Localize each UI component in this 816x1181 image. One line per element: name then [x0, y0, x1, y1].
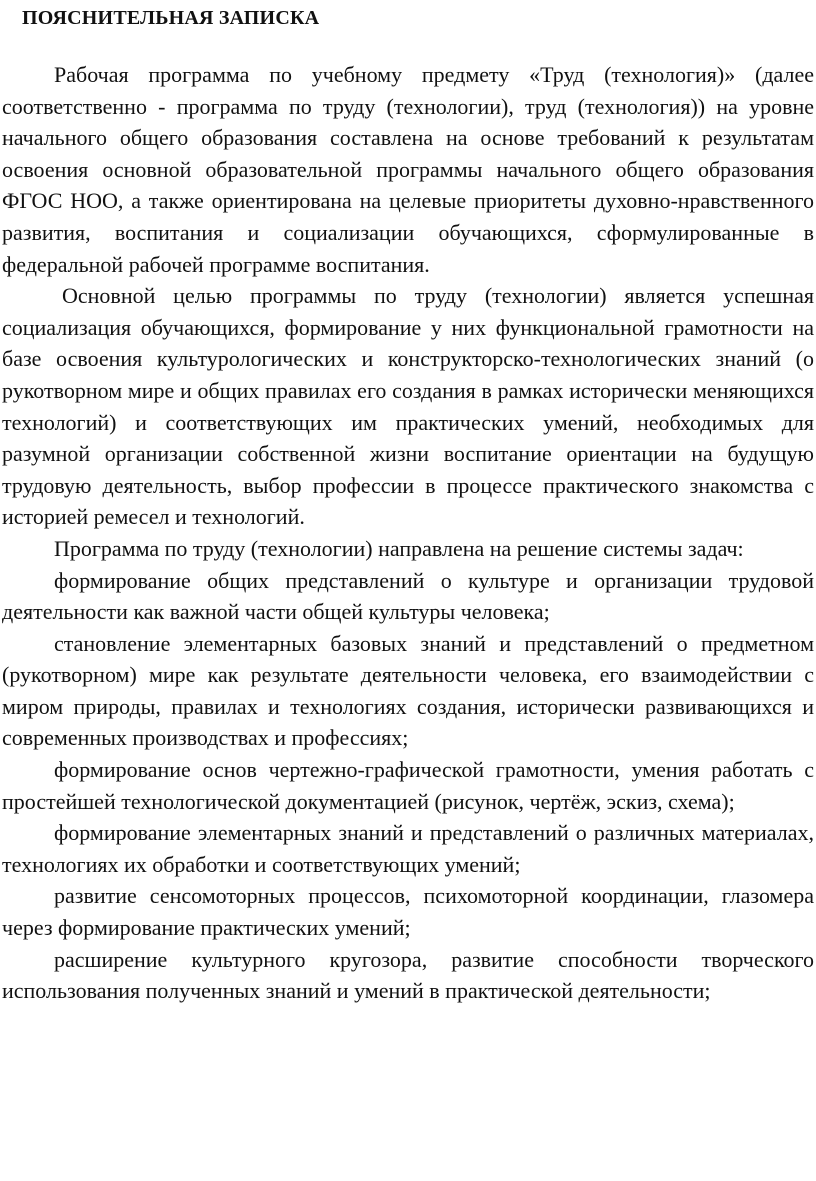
task-item: расширение культурного кругозора, развитие способности творческого использования полученных знаний и умений в практической деятельности; — [2, 946, 814, 1004]
task-item: формирование общих представлений о культуре и организации трудовой деятельности как важной части общей культуры человека; — [2, 567, 814, 625]
task-item: формирование основ чертежно-графической грамотности, умения работать с простейшей технологической документацией (рисунок, чертёж, эскиз, схема); — [2, 757, 814, 814]
paragraph-goal: Основной целью программы по труду (технологии) является успешная социализация обучающихся, формирование у них функциональной грамотности на базе освоения культурологических и конструкторско-технологических знаний (о рукотворном мире и общих правилах его создания в рамках исторически меняющихся технологий) и соответствующих им практических умений, необходимых для разумной организации собственной жизни воспитание ориентации на будущую трудовую деятельность, выбор профессии в процессе практического знакомства с историей ремесел и технологий. — [2, 283, 814, 530]
task-item: становление элементарных базовых знаний и представлений о предметном (рукотворном) мире как результате деятельности человека, его взаимодействии с миром природы, правилах и технологиях создания, исторически развивающихся и современных производствах и профессиях; — [2, 630, 814, 751]
task-item: формирование элементарных знаний и представлений о различных материалах, технологиях их обработки и соответствующих умений; — [2, 820, 814, 877]
paragraph-intro: Рабочая программа по учебному предмету «Труд (технология)» (далее соответственно - программа по труду (технологии), труд (технология)) на уровне начального общего образования составлена на основе требований к результатам освоения основной образовательной программы начального общего образования ФГОС НОО, а также ориентирована на целевые приоритеты духовно-нравственного развития, воспитания и социализации обучающихся, сформулированные в федеральной рабочей программе воспитания. — [2, 62, 814, 277]
task-item: развитие сенсомоторных процессов, психомоторной координации, глазомера через формирование практических умений; — [2, 883, 814, 941]
document-title: ПОЯСНИТЕЛЬНАЯ ЗАПИСКА — [22, 7, 320, 29]
paragraph-tasks-intro: Программа по труду (технологии) направлена на решение системы задач: — [54, 535, 744, 561]
